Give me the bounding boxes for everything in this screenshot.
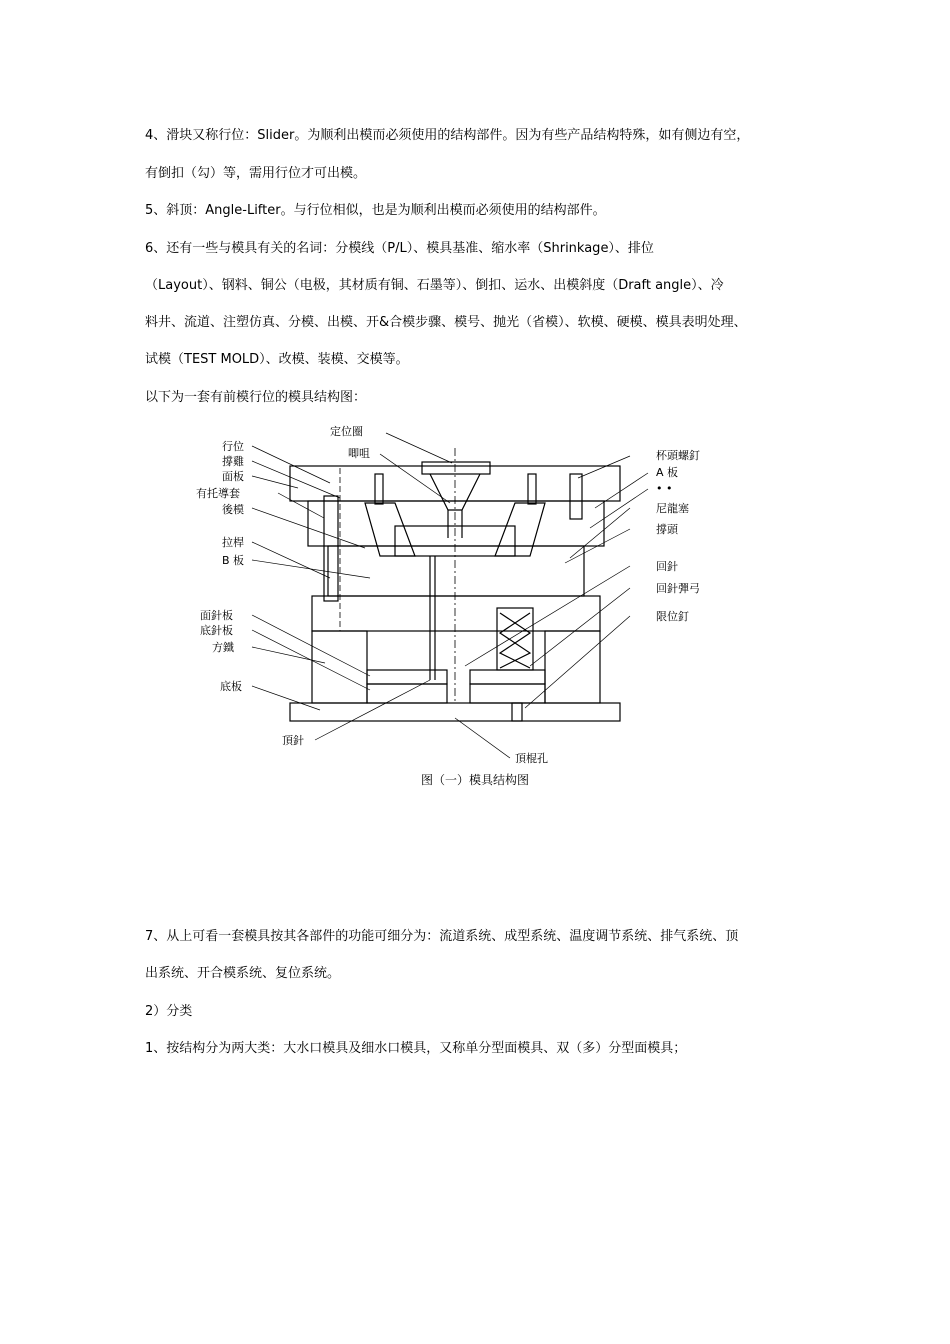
paragraph-slider: 4、滑块又称行位：Slider。为顺利出模而必须使用的结构部件。因为有些产品结构特殊，如有侧边有空， xyxy=(145,128,750,143)
paragraph-figure-intro: 以下为一套有前模行位的模具结构图： xyxy=(145,390,367,405)
paragraph-terms: 6、还有一些与模具有关的名词：分模线（P/L）、模具基准、缩水率（Shrinkage）、排位 xyxy=(145,241,654,256)
paragraph-angle-lifter: 5、斜顶：Angle-Lifter。与行位相似，也是为顺利出模而必须使用的结构部件。 xyxy=(145,203,606,218)
label-base-plate: 底板 xyxy=(220,680,242,693)
label-ejector-pin: 頂針 xyxy=(282,734,304,747)
label-pull-rod: 拉桿 xyxy=(222,536,244,549)
paragraph-slider-cont: 有倒扣（勾）等，需用行位才可出模。 xyxy=(145,166,367,181)
figure-caption: 图（一）模具结构图 xyxy=(420,773,529,787)
label-stop-pin: 限位釘 xyxy=(656,610,689,623)
label-spacer-block: 方鐵 xyxy=(212,641,234,654)
label-a-plate: A 板 xyxy=(656,466,679,479)
section-heading-classification: 2）分类 xyxy=(145,1004,193,1019)
label-nylon-plug: 尼龍塞 xyxy=(656,502,689,515)
spacer-block-right xyxy=(545,631,600,703)
label-dots: • • xyxy=(656,482,673,495)
label-locating-ring: 定位圈 xyxy=(330,425,363,438)
label-ejector-retainer: 面針板 xyxy=(200,609,233,622)
paragraph-systems-cont: 出系统、开合模系统、复位系统。 xyxy=(145,966,341,981)
label-knockout-hole: 頂棍孔 xyxy=(515,752,548,765)
label-sprue-bushing: 唧咀 xyxy=(348,447,370,460)
label-core: 後模 xyxy=(222,503,244,516)
label-slider: 行位 xyxy=(222,440,244,453)
paragraph-terms-cont-3: 试模（TEST MOLD）、改模、装模、交模等。 xyxy=(145,352,409,367)
mold-structure-diagram xyxy=(190,418,720,768)
label-support-pillar: 撐頭 xyxy=(656,523,678,536)
paragraph-terms-cont-2: 料井、流道、注塑仿真、分模、出模、开&合模步骤、模号、抛光（省模）、软模、硬模、模具表明处理、 xyxy=(145,315,747,330)
label-socket-screw: 杯頭螺釘 xyxy=(656,449,700,462)
label-return-pin: 回針 xyxy=(656,560,678,573)
label-ejector-plate: 底針板 xyxy=(200,624,233,637)
paragraph-systems: 7、从上可看一套模具按其各部件的功能可细分为：流道系统、成型系统、温度调节系统、排气系统、顶 xyxy=(145,929,739,944)
label-guide-bushing: 有托導套 xyxy=(196,487,240,500)
label-support: 撐雞 xyxy=(222,455,244,468)
label-top-plate: 面板 xyxy=(222,470,244,483)
label-b-plate: B 板 xyxy=(222,554,245,567)
spacer-block-left xyxy=(312,631,367,703)
paragraph-classification: 1、按结构分为两大类：大水口模具及细水口模具，又称单分型面模具、双（多）分型面模具； xyxy=(145,1041,687,1056)
paragraph-terms-cont-1: （Layout）、钢料、铜公（电极，其材质有铜、石墨等）、倒扣、运水、出模斜度（Draft angle）、冷 xyxy=(145,278,724,293)
label-return-spring: 回針彈弓 xyxy=(656,582,700,595)
